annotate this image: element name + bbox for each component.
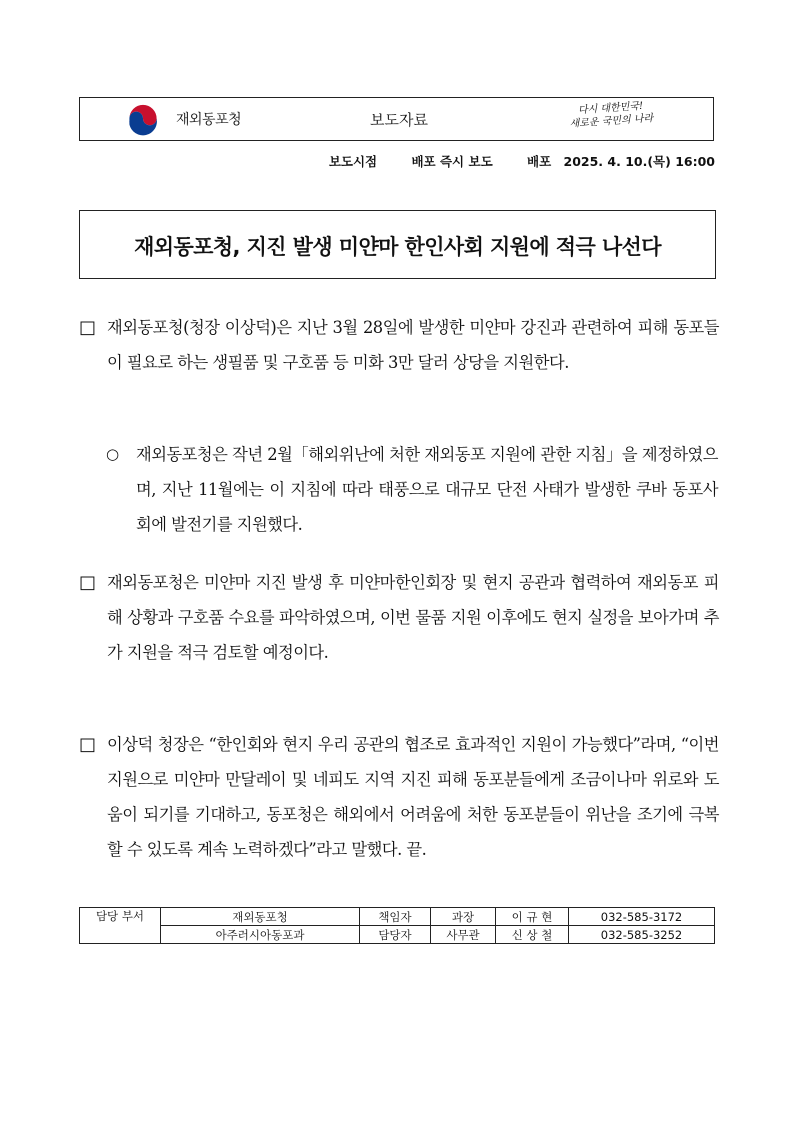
government-logo-icon — [126, 104, 160, 138]
slogan-line2: 새로운 국민의 나라 — [569, 113, 654, 130]
title-box — [79, 210, 716, 279]
paragraph-1 — [79, 310, 719, 380]
paragraph-1-text: 재외동포청(청장 이상덕)은 지난 3월 28일에 발생한 미얀마 강진과 관련하여 피해 동포들이 필요로 하는 생필품 및 구호품 등 미화 3만 달러 상당을 지원한다. — [107, 318, 719, 372]
sub-paragraph-1 — [106, 437, 718, 542]
contact-name: 신 상 철 — [496, 926, 569, 944]
org-name: 재외동포청 — [176, 112, 242, 128]
dept-label: 담당 부서 — [80, 908, 161, 944]
release-date: 2025. 4. 10.(목) 16:00 — [563, 154, 715, 169]
contact-name: 이 규 현 — [496, 908, 569, 926]
contact-position: 과장 — [431, 908, 496, 926]
circle-bullet-icon: ○ — [106, 445, 119, 463]
contact-phone: 032-585-3172 — [569, 908, 715, 926]
box-bullet-icon: □ — [79, 734, 96, 755]
paragraph-2-text: 재외동포청은 미얀마 지진 발생 후 미얀마한인회장 및 현지 공관과 협력하여 재외동포 피해 상황과 구호품 수요를 파악하였으며, 이번 물품 지원 이후에도 현지 실정을 보아가며 추가 지원을 적극 검토할 예정이다. — [107, 573, 719, 662]
box-bullet-icon: □ — [79, 572, 96, 593]
contact-role: 담당자 — [360, 926, 431, 944]
paragraph-3 — [79, 727, 719, 867]
paragraph-2 — [79, 565, 719, 670]
contact-phone: 032-585-3252 — [569, 926, 715, 944]
slogan — [565, 99, 657, 131]
release-timing: 배포 즉시 보도 — [411, 154, 493, 169]
slogan-line1: 다시 대한민국! — [577, 100, 644, 117]
contact-role: 책임자 — [360, 908, 431, 926]
release-info — [0, 152, 715, 170]
sub-paragraph-1-text: 재외동포청은 작년 2월「해외위난에 처한 재외동포 지원에 관한 지침」을 제정하였으며, 지난 11월에는 이 지침에 따라 태풍으로 대규모 단전 사태가 발생한 쿠바 동포사회에 발전기를 지원했다. — [136, 445, 718, 534]
dist-label: 배포 — [527, 154, 552, 169]
page-title: 재외동포청, 지진 발생 미얀마 한인사회 지원에 적극 나선다 — [134, 235, 661, 259]
paragraph-3-text: 이상덕 청장은 “한인회와 현지 우리 공관의 협조로 효과적인 지원이 가능했다”라며, “이번 지원으로 미얀마 만달레이 및 네피도 지역 지진 피해 동포분들에게 조금이나마 위로와 도움이 되기를 기대하고, 동포청은 해외에서 어려움에 처한 동포분들이 위난을 조기에 극복할 수 있도록 계속 노력하겠다”라고 말했다. 끝. — [107, 735, 719, 859]
box-bullet-icon: □ — [79, 317, 96, 338]
contact-position: 사무관 — [431, 926, 496, 944]
release-label: 보도시점 — [328, 154, 378, 169]
doc-type-label: 보도자료 — [370, 111, 428, 129]
table-row — [80, 908, 715, 926]
table-row — [80, 926, 715, 944]
contact-division: 아주러시아동포과 — [161, 926, 360, 944]
contact-org: 재외동포청 — [161, 908, 360, 926]
header-box — [79, 97, 714, 141]
contact-table — [79, 907, 715, 944]
